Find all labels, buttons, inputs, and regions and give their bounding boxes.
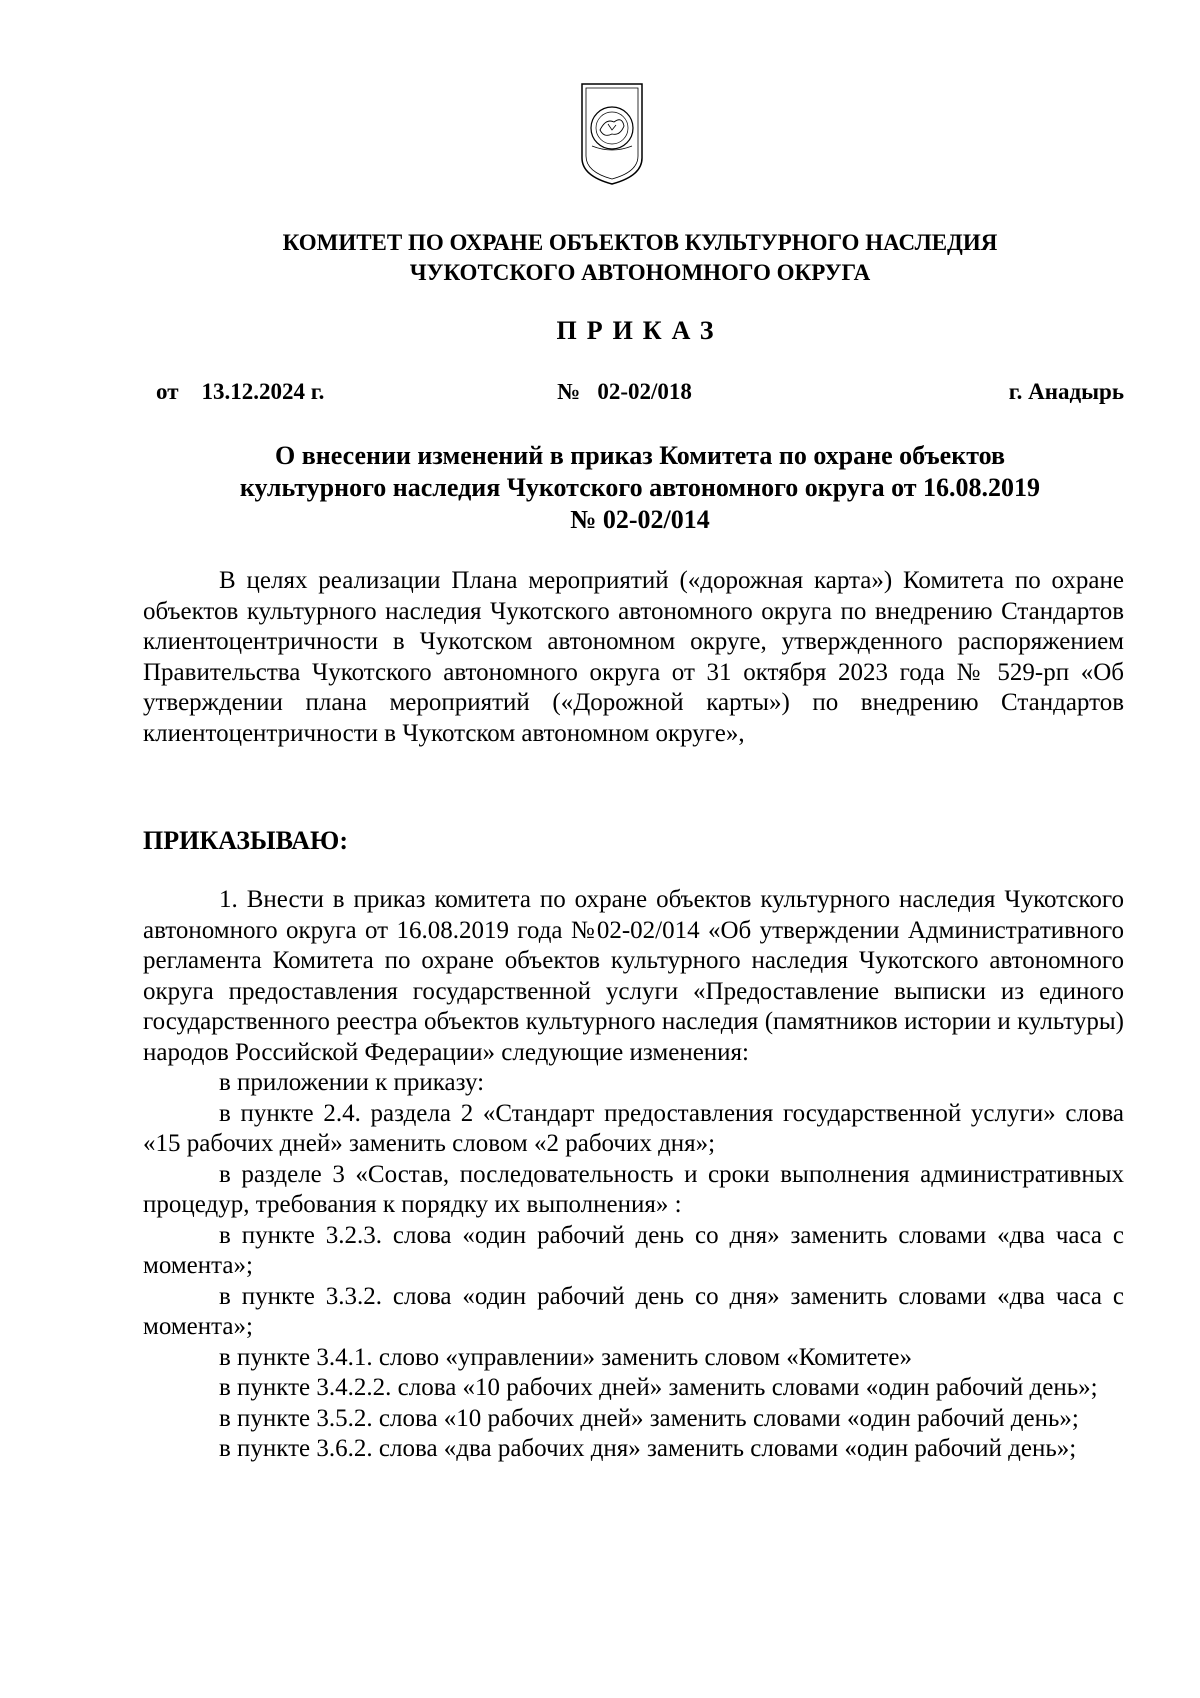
organization-line-2: ЧУКОТСКОГО АВТОНОМНОГО ОКРУГА <box>409 260 871 285</box>
order-item: в пункте 3.3.2. слова «один рабочий день со дня» заменить словами «два часа с момента»; <box>143 1282 1124 1340</box>
preamble-paragraph: В целях реализации Плана мероприятий («дорожная карта») Комитета по охране объектов культурного наследия Чукотского автономного округа по внедрению Стандартов клиентоцентричности в Чукотском автономном округе, утвержденного распоряжением Правительства Чукотского автономного округа от 31 октября 2023 года № 529-рп «Об утверждении плана мероприятий («Дорожной карты») по внедрению Стандартов клиентоцентричности в Чукотском автономном округе», <box>143 567 1124 747</box>
order-item: в приложении к приказу: <box>219 1069 485 1096</box>
order-item: в пункте 3.6.2. слова «два рабочих дня» заменить словами «один рабочий день»; <box>219 1435 1077 1462</box>
organization-name <box>150 228 1130 288</box>
order-item: в пункте 3.2.3. слова «один рабочий день со дня» заменить словами «два часа с момента»; <box>143 1221 1124 1279</box>
coat-of-arms-icon <box>578 80 646 188</box>
subject-line-2: культурного наследия Чукотского автономного округа от 16.08.2019 <box>239 473 1041 502</box>
order-item: в пункте 3.4.2.2. слова «10 рабочих дней» заменить словами «один рабочий день»; <box>219 1374 1098 1401</box>
order-item: в пункте 3.5.2. слова «10 рабочих дней» заменить словами «один рабочий день»; <box>219 1404 1079 1432</box>
order-heading: ПРИКАЗЫВАЮ: <box>143 826 348 855</box>
subject-line-1: О внесении изменений в приказ Комитета по охране объектов <box>274 441 1006 470</box>
order-items <box>143 885 1124 1465</box>
order-item: в пункте 2.4. раздела 2 «Стандарт предоставления государственной услуги» слова «15 рабочих дней» заменить словом «2 рабочих дня»; <box>143 1099 1124 1157</box>
document-number: № 02-02/018 <box>557 379 692 404</box>
order-item: в разделе 3 «Состав, последовательность и сроки выполнения административных процедур, требования к порядку их выполнения» : <box>143 1160 1124 1218</box>
organization-line-1: КОМИТЕТ ПО ОХРАНЕ ОБЪЕКТОВ КУЛЬТУРНОГО НАСЛЕДИЯ <box>282 230 998 255</box>
document-subject <box>150 440 1130 536</box>
order-item: в пункте 3.4.1. слово «управлении» заменить словом «Комитете» <box>219 1343 912 1371</box>
document-place: г. Анадырь <box>1008 379 1124 404</box>
order-item: 1. Внести в приказ комитета по охране объектов культурного наследия Чукотского автономного округа от 16.08.2019 года №02-02/014 «Об утверждении Административного регламента Комитета по охране объектов культурного наследия Чукотского автономного округа предоставления государственной услуги «Предоставление выписки из единого государственного реестра объектов культурного наследия (памятников истории и культуры) народов Российской Федерации» следующие изменения: <box>143 886 1124 1066</box>
document-type-title: ПРИКАЗ <box>556 316 724 345</box>
document-date: от 13.12.2024 г. <box>156 379 325 404</box>
subject-line-3: № 02-02/014 <box>570 505 710 534</box>
